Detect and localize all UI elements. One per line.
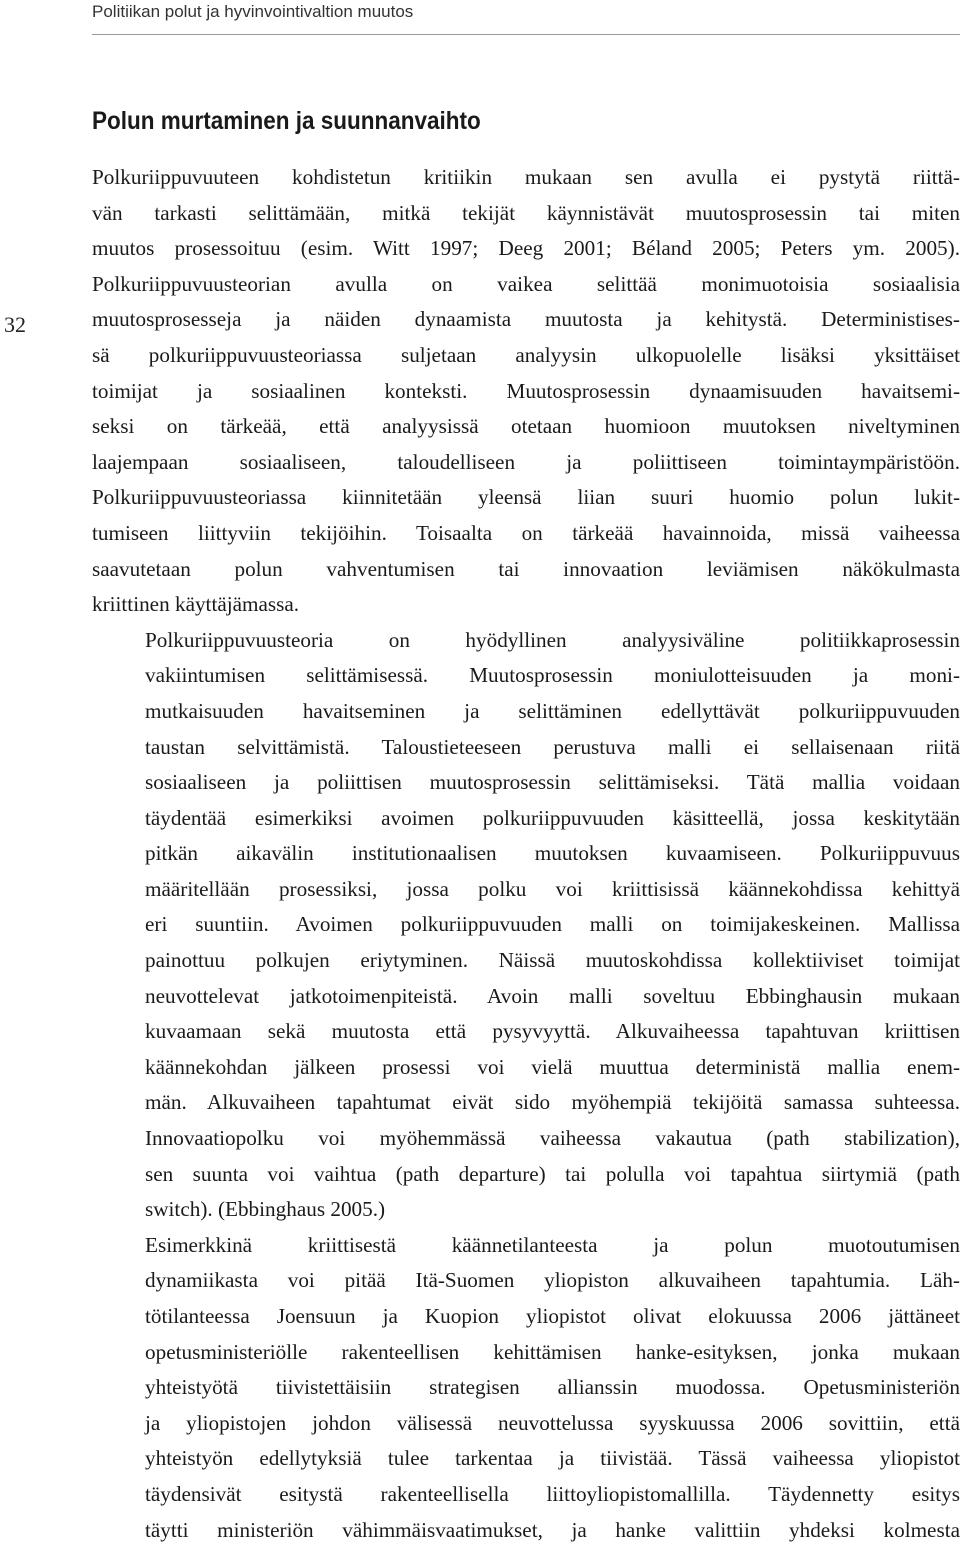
text-line: eri suuntiin. Avoimen polkuriippuvuuden malli on toimijakeskeinen. Mallissa <box>145 912 960 937</box>
text-line: yhteistyötä tiivistettäisiin strategisen allianssin muodossa. Opetusministeriön <box>145 1375 960 1400</box>
text-line: neuvottelevat jatkotoimenpiteistä. Avoin malli soveltuu Ebbinghausin mukaan <box>145 983 960 1008</box>
text-line: Esimerkkinä kriittisestä käännetilanteesta ja polun muotoutumisen <box>145 1232 960 1257</box>
section-title: Polun murtaminen ja suunnanvaihto <box>92 107 481 135</box>
text-line: Innovaatiopolku voi myöhemmässä vaiheessa vakautua (path stabilization), <box>145 1126 960 1151</box>
paragraph <box>92 160 960 623</box>
text-line: taustan selvittämistä. Taloustieteeseen perustuva malli ei sellaisenaan riitä <box>145 734 960 759</box>
text-line: opetusministeriölle rakenteellisen kehittämisen hanke-esityksen, jonka mukaan <box>145 1339 960 1364</box>
text-line: dynamiikasta voi pitää Itä-Suomen yliopiston alkuvaiheen tapahtumia. Läh- <box>145 1268 960 1293</box>
text-line: painottuu polkujen eriytyminen. Näissä muutoskohdissa kollektiiviset toimijat <box>145 948 960 973</box>
text-line: Polkuriippuvuuteen kohdistetun kritiikin mukaan sen avulla ei pystytä riittä- <box>92 165 960 189</box>
running-header: Politiikan polut ja hyvinvointivaltion muutos <box>92 2 414 21</box>
text-line: täydentää esimerkiksi avoimen polkuriippuvuuden käsitteellä, jossa keskitytään <box>145 805 960 830</box>
text-line: mutkaisuuden havaitseminen ja selittäminen edellyttävät polkuriippuvuuden <box>145 698 960 723</box>
text-line: kuvaamaan sekä muutosta että pysyvyyttä. Alkuvaiheessa tapahtuvan kriittisen <box>145 1019 960 1044</box>
text-line: täytti ministeriön vähimmäisvaatimukset, ja hanke valittiin yhdeksi kolmesta <box>145 1517 960 1542</box>
text-line: muutos prosessoituu (esim. Witt 1997; Deeg 2001; Béland 2005; Peters ym. 2005). <box>92 236 960 261</box>
text-line: seksi on tärkeää, että analyysissä otetaan huomioon muutoksen niveltyminen <box>92 414 960 439</box>
text-line: sosiaaliseen ja poliittisen muutosprosessin selittämiseksi. Tätä mallia voidaan <box>145 770 960 795</box>
header-rule <box>92 34 960 35</box>
text-line: switch). (Ebbinghaus 2005.) <box>145 1197 386 1222</box>
text-line: vän tarkasti selittämään, mitkä tekijät käynnistävät muutosprosessin tai miten <box>92 200 960 225</box>
text-line: määritellään prosessiksi, jossa polku voi kriittisissä käännekohdissa kehittyä <box>145 876 960 901</box>
text-line: ja yliopistojen johdon välisessä neuvottelussa syyskuussa 2006 sovittiin, että <box>145 1410 960 1435</box>
text-line: tötilanteessa Joensuun ja Kuopion yliopistot olivat elokuussa 2006 jättäneet <box>145 1304 960 1328</box>
text-line: tumiseen liittyviin tekijöihin. Toisaalta on tärkeää havainnoida, missä vaiheessa <box>92 520 960 545</box>
text-line: saavutetaan polun vahventumisen tai innovaation leviämisen näkökulmasta <box>92 556 960 581</box>
text-line: sä polkuriippuvuusteoriassa suljetaan analyysin ulkopuolelle lisäksi yksittäiset <box>92 342 960 367</box>
text-line: käännekohdan jälkeen prosessi voi vielä muuttua deterministä mallia enem- <box>145 1054 960 1079</box>
page-number: 32 <box>4 312 26 337</box>
text-line: sen suunta voi vaihtua (path departure) tai polulla voi tapahtua siirtymiä (path <box>145 1161 960 1186</box>
text-line: Polkuriippuvuusteorian avulla on vaikea selittää monimuotoisia sosiaalisia <box>92 271 960 296</box>
text-line: män. Alkuvaiheen tapahtumat eivät sido myöhempiä tekijöitä samassa suhteessa. <box>145 1090 960 1115</box>
text-line: toimijat ja sosiaalinen konteksti. Muutosprosessin dynaamisuuden havaitsemi- <box>92 378 960 403</box>
text-line: pitkän aikavälin institutionaalisen muutoksen kuvaamiseen. Polkuriippuvuus <box>145 841 960 866</box>
text-line: vakiintumisen selittämisessä. Muutosprosessin moniulotteisuuden ja moni- <box>145 663 960 688</box>
text-line: Polkuriippuvuusteoriassa kiinnitetään yleensä liian suuri huomio polun lukit- <box>92 485 960 510</box>
text-line: laajempaan sosiaaliseen, taloudelliseen ja poliittiseen toimintaympäristöön. <box>92 449 960 474</box>
text-line: Polkuriippuvuusteoria on hyödyllinen analyysiväline politiikkaprosessin <box>145 627 960 652</box>
text-line: yhteistyön edellytyksiä tulee tarkentaa ja tiivistää. Tässä vaiheessa yliopistot <box>145 1446 960 1471</box>
text-line: muutosprosesseja ja näiden dynaamista muutosta ja kehitystä. Deterministises- <box>92 307 960 332</box>
paragraph <box>92 1228 960 1548</box>
text-line: kriittinen käyttäjämassa. <box>92 592 300 617</box>
paragraph <box>92 623 960 1228</box>
body-text <box>92 160 960 1548</box>
text-line: täydensivät esitystä rakenteellisella liittoyliopistomallilla. Täydennetty esitys <box>145 1481 960 1506</box>
